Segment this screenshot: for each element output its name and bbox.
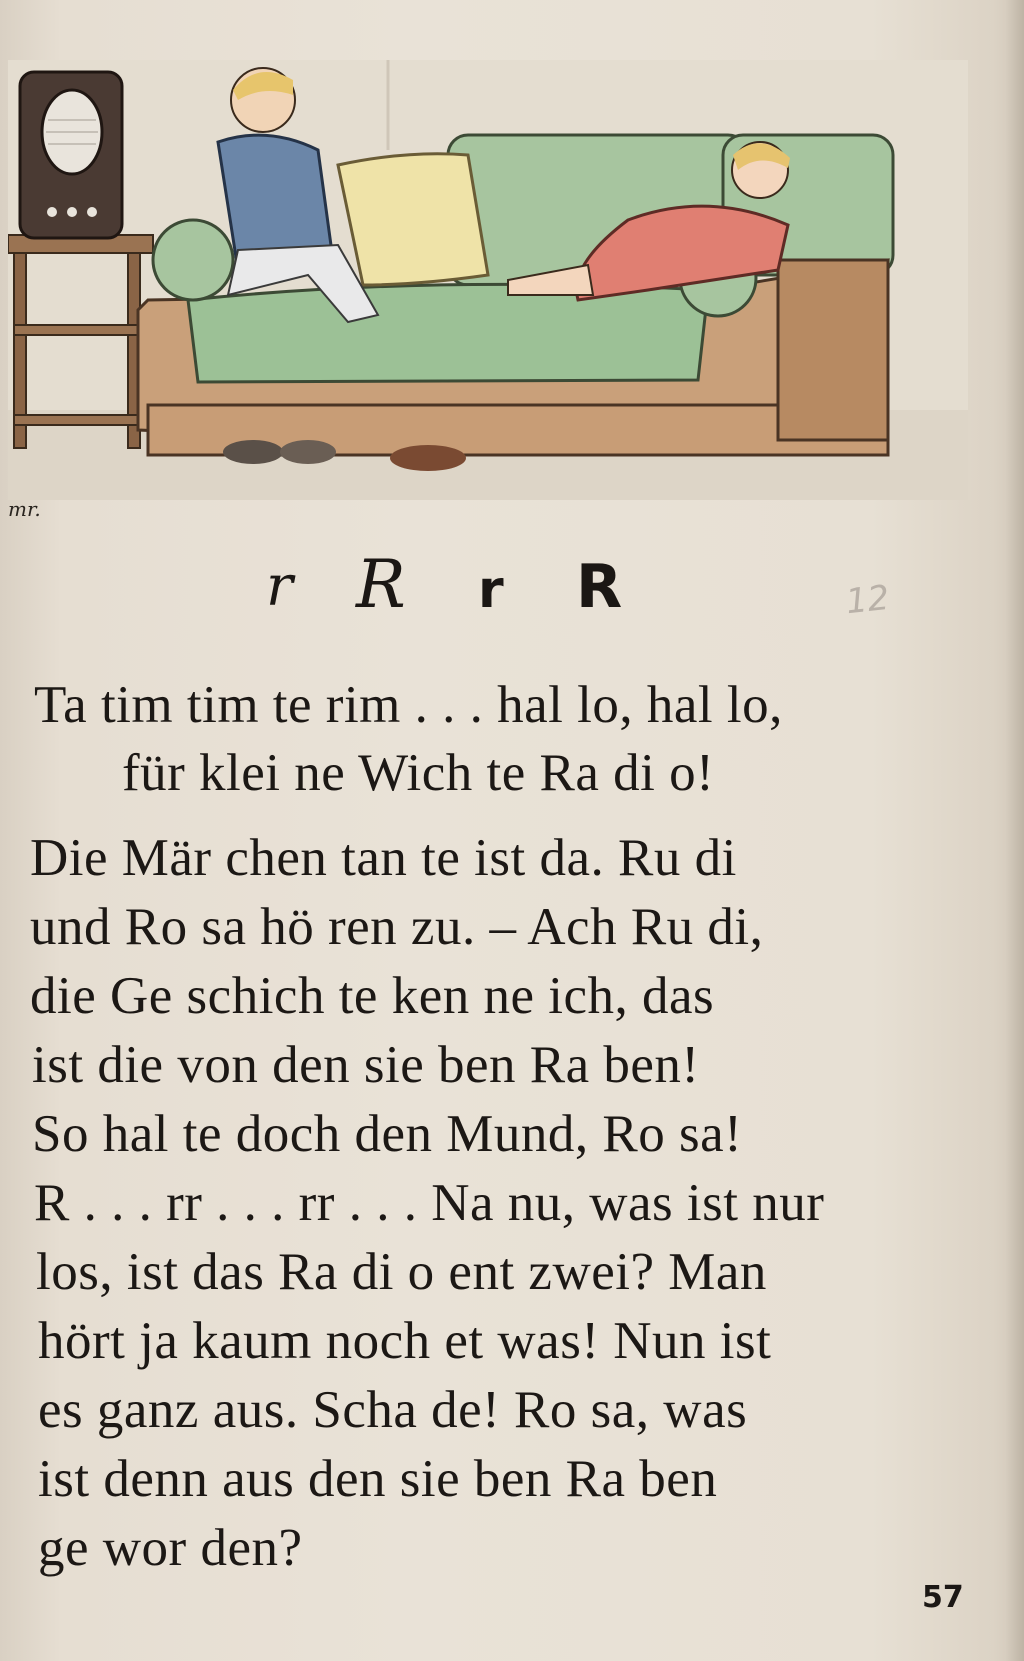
text-line: So hal te doch den Mund, Ro sa! <box>32 1105 743 1163</box>
illustration <box>8 60 968 500</box>
print-uppercase-letter: R <box>576 552 623 622</box>
text-line: ist denn aus den sie ben Ra ben <box>38 1450 718 1508</box>
pillow <box>338 154 488 285</box>
pencil-annotation: 12 <box>844 577 892 623</box>
text-line: und Ro sa hö ren zu. – Ach Ru di, <box>30 898 764 956</box>
script-uppercase-letter: R <box>356 546 406 623</box>
text-line: los, ist das Ra di o ent zwei? Man <box>36 1243 767 1301</box>
page-number: 57 <box>922 1580 964 1615</box>
script-lowercase-letter: r <box>266 554 293 619</box>
poem-line: Ta tim tim te rim . . . hal lo, hal lo, <box>34 676 783 734</box>
text-line: es ganz aus. Scha de! Ro sa, was <box>38 1381 748 1439</box>
letter-heading <box>0 546 900 640</box>
text-line: ge wor den? <box>38 1519 303 1577</box>
text-line: Die Mär chen tan te ist da. Ru di <box>30 829 737 887</box>
text-line: ist die von den sie ben Ra ben! <box>32 1036 700 1094</box>
radio <box>20 72 122 238</box>
text-line: R . . . rr . . . rr . . . Na nu, was ist nur <box>34 1174 825 1232</box>
poem-line: für klei ne Wich te Ra di o! <box>122 744 715 802</box>
text-line: hört ja kaum noch et was! Nun ist <box>38 1312 772 1370</box>
print-lowercase-letter: r <box>478 560 504 620</box>
text-line: die Ge schich te ken ne ich, das <box>30 967 715 1025</box>
illustrator-signature: mr. <box>8 497 41 521</box>
